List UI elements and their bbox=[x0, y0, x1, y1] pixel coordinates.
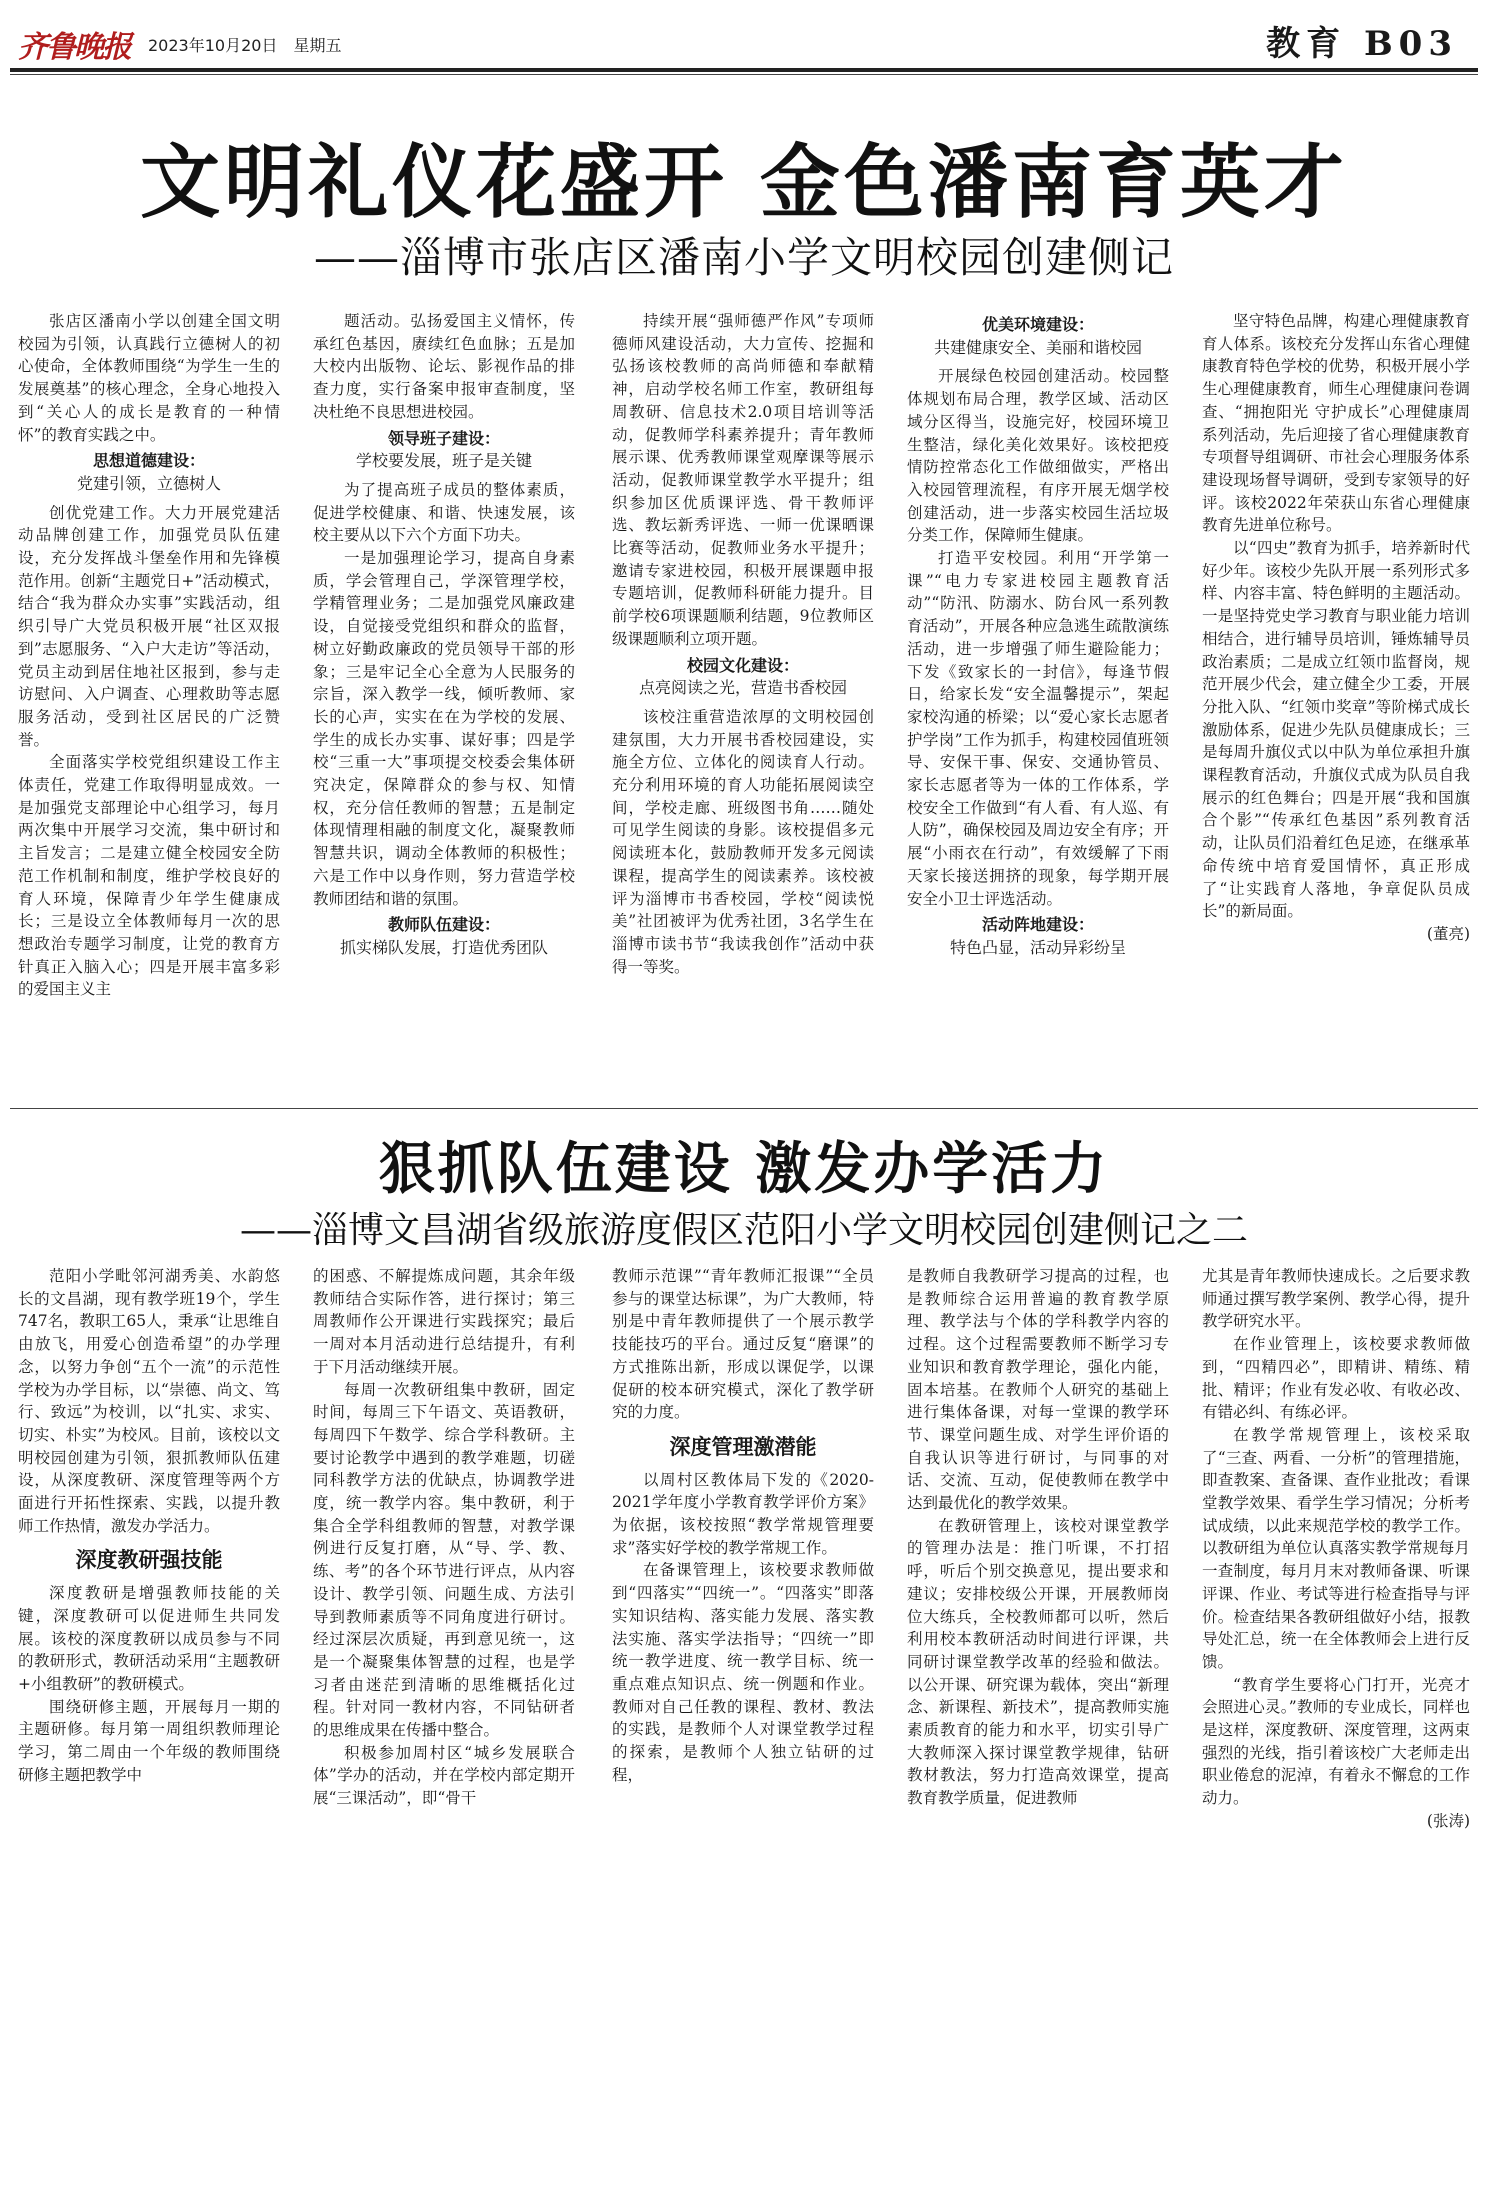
section-heading: 深度管理激潜能 bbox=[669, 1433, 817, 1459]
section-heading: 教师队伍建设： bbox=[387, 915, 500, 935]
section-subheading: 点亮阅读之光，营造书香校园 bbox=[638, 678, 847, 698]
section-subheading: 学校要发展，班子是关键 bbox=[355, 451, 532, 471]
section-subheading: 抓实梯队发展，打造优秀团队 bbox=[339, 937, 548, 957]
page-header bbox=[0, 0, 1488, 70]
issue-date: 2023年10月20日 星期五 bbox=[148, 36, 342, 55]
paragraph: 每周一次教研组集中教研，固定时间，每周三下午语文、英语教研，每周四下午数学、综合学科教研。主要讨论教学中遇到的教学难题，切磋同科教学方法的优缺点，协调教学进度，统一教学内容。集中教研，利于集合全学科组教师的智慧，对教学课例进行反复打磨，从“导、学、教、练、考”的各个环节进行评点，从内容设计、教学引领、问题生成、方法引导到教师素质等不同角度进行研讨。经过深层次质疑，再到意见统一，这是一个凝聚集体智慧的过程，也是学习者由迷茫到清晰的思维概括化过程。针对同一教材内容，不同钻研者的思维成果在传播中整合。 bbox=[313, 1380, 575, 1740]
paragraph: 该校注重营造浓厚的文明校园创建氛围，大力开展书香校园建设，实施全方位、立体化的阅读育人行动。充分利用环境的育人功能拓展阅读空间，学校走廊、班级图书角……随处可见学生阅读的身影。该校提倡多元阅读班本化，鼓励教师开发多元阅读课程，提高学生的阅读素养。该校被评为淄博市书香校园，学校“阅读悦美”社团被评为优秀社团，3名学生在淄博市读书节“我读我创作”活动中获得一等奖。 bbox=[612, 707, 874, 976]
header-rule bbox=[10, 68, 1478, 72]
paragraph: 教师示范课”“青年教师汇报课”“全员参与的课堂达标课”，为广大教师，特别是中青年教师提供了一个展示教学技能技巧的平台。通过反复“磨课”的方式推陈出新，形成以课促学，以课促研的校本研究模式，深化了教学研究的力度。 bbox=[612, 1267, 874, 1422]
section-label: 教育 B03 bbox=[1266, 24, 1458, 64]
article1-column-1 bbox=[18, 310, 280, 1105]
article2-column-4 bbox=[907, 1265, 1169, 2170]
paragraph: 在教研管理上，该校对课堂教学的管理办法是：推门听课，不打招呼，听后个别交换意见，提出要求和建议；安排校级公开课，开展教师岗位大练兵，全校教师都可以听，然后利用校本教研活动时间进行评课，共同研讨课堂教学改革的经验和做法。以公开课、研究课为载体，突出“新理念、新课程、新技术”，提高教师实施素质教育的能力和水平，切实引导广大教师深入探讨课堂教学规律，钻研教材教法，努力打造高效课堂，提高教育教学质量，促进教师 bbox=[907, 1516, 1169, 1808]
paragraph: 持续开展“强师德严作风”专项师德师风建设活动，大力宣传、挖掘和弘扬该校教师的高尚师德和奉献精神，启动学校名师工作室，教研组每周教研、信息技术2.0项目培训等活动，促教师学科素养提升；青年教师展示课、优秀教师课堂观摩课等展示活动，促教师课堂教学水平提升；组织参加区优质课评选、骨干教师评选、教坛新秀评选、一师一优课晒课比赛等活动，促教师业务水平提升；邀请专家进校园，积极开展课题申报专题培训，促教师科研能力提升。目前学校6项课题顺利结题，9位教师区级课题顺利立项开题。 bbox=[612, 312, 874, 648]
section-subheading: 党建引领，立德树人 bbox=[76, 473, 221, 493]
paragraph: 范阳小学毗邻河湖秀美、水韵悠长的文昌湖，现有教学班19个，学生747名，教职工65人，秉承“让思维自由放飞，用爱心创造希望”的办学理念，以努力争创“五个一流”的示范性学校为办学目标，以“崇德、尚文、笃行、致远”为校训，以“扎实、求实、切实、朴实”为校风。目前，该校以文明校园创建为引领，狠抓教师队伍建设，从深度教研、深度管理等两个方面进行开拓性探索、实践，以提升教师工作热情，激发办学活力。 bbox=[18, 1267, 280, 1535]
article2-column-2 bbox=[313, 1265, 575, 2170]
section-subheading: 特色凸显，活动异彩纷呈 bbox=[949, 937, 1126, 957]
article2-column-1 bbox=[18, 1265, 280, 2170]
article2-column-3 bbox=[612, 1265, 874, 2170]
paragraph: 是教师自我教研学习提高的过程，也是教师综合运用普遍的教育教学原理、教学法与个体的学科教学内容的过程。这个过程需要教师不断学习专业知识和教育教学理论，强化内能，固本培基。在教师个人研究的基础上进行集体备课，对每一堂课的教学环节、课堂问题生成、对学生评价语的自我认识等进行研讨，与同事的对话、交流、互动，促使教师在教学中达到最优化的教学效果。 bbox=[907, 1267, 1169, 1513]
paragraph: 在教学常规管理上，该校采取了“三查、两看、一分析”的管理措施，即查教案、查备课、查作业批改；看课堂教学效果、看学生学习情况；分析考试成绩，以此来规范学校的教学工作。以教研组为单位认真落实教学常规每月一查制度，每月月末对教师备课、听课评课、作业、考试等进行检查指导与评价。检查结果各教研组做好小结，报教导处汇总，统一在全体教师会上进行反馈。 bbox=[1202, 1425, 1470, 1671]
paragraph: 开展绿色校园创建活动。校园整体规划布局合理，教学区域、活动区域分区得当，设施完好，校园环境卫生整洁，绿化美化效果好。该校把疫情防控常态化工作做细做实，严格出入校园管理流程，有序开展无烟学校创建活动，进一步落实校园生活垃圾分类工作，保障师生健康。 bbox=[907, 367, 1169, 545]
article-divider bbox=[10, 1108, 1478, 1109]
article2-title: 狠抓队伍建设 激发办学活力 bbox=[378, 1136, 1110, 1202]
paragraph: 坚守特色品牌，构建心理健康教育育人体系。该校充分发挥山东省心理健康教育特色学校的优势，积极开展小学生心理健康教育，师生心理健康问卷调查、“拥抱阳光 守护成长”心理健康周系列活动，先后迎接了省心理健康教育专项督导组调研、市社会心理服务体系建设现场督导调研，受到专家领导的好评。该校2022年荣获山东省心理健康教育先进单位称号。 bbox=[1202, 312, 1470, 535]
paragraph: 尤其是青年教师快速成长。之后要求教师通过撰写教学案例、教学心得，提升教学研究水平。 bbox=[1202, 1267, 1470, 1331]
paragraph: 一是加强理论学习，提高自身素质，学会管理自己，学深管理学校，学精管理业务；二是加强党风廉政建设，自觉接受党组织和群众的监督，树立好勤政廉政的党员领导干部的形象；三是牢记全心全意为人民服务的宗旨，深入教学一线，倾听教师、家长的心声，实实在在为学校的发展、学生的成长办实事、谋好事；四是学校“三重一大”事项提交校委会集体研究决定，保障群众的参与权、知情权，充分信任教师的智慧；五是制定体现情理相融的制度文化，凝聚教师智慧共识，调动全体教师的积极性；六是工作中以身作则，努力营造学校教师团结和谐的氛围。 bbox=[313, 549, 575, 908]
article1-column-3 bbox=[612, 310, 874, 1105]
paragraph: 积极参加周村区“城乡发展联合体”学办的活动，并在学校内部定期开展“三课活动”，即“骨干 bbox=[313, 1743, 575, 1808]
paragraph: 在备课管理上，该校要求教师做到“四落实”“四统一”。“四落实”即落实知识结构、落实能力发展、落实教法实施、落实学法指导；“四统一”即统一教学进度、统一教学目标、统一重点难点知识点、统一例题和作业。教师对自己任教的课程、教材、教法的实践，是教师个人对课堂教学过程的探索，是教师个人独立钻研的过程， bbox=[612, 1561, 874, 1784]
section-heading: 校园文化建设： bbox=[686, 655, 799, 675]
paragraph: 以周村区教体局下发的《2020-2021学年度小学教育教学评价方案》为依据，该校按照“教学常规管理要求”落实好学校的教学常规工作。 bbox=[612, 1470, 874, 1557]
section-heading: 领导班子建设： bbox=[387, 428, 500, 448]
paragraph: 围绕研修主题，开展每月一期的主题研修。每月第一周组织教师理论学习，第二周由一个年级的教师围绕研修主题把教学中 bbox=[18, 1697, 280, 1784]
paragraph: 题活动。弘扬爱国主义情怀，传承红色基因，赓续红色血脉；五是加大校内出版物、论坛、影视作品的排查力度，实行备案申报审查制度，坚决杜绝不良思想进校园。 bbox=[313, 312, 575, 421]
article2-subtitle: ——淄博文昌湖省级旅游度假区范阳小学文明校园创建侧记之二 bbox=[239, 1210, 1248, 1251]
article1-title: 文明礼仪花盛开 金色潘南育英才 bbox=[140, 135, 1348, 229]
section-heading: 思想道德建设： bbox=[92, 451, 205, 471]
article1-column-5 bbox=[1202, 310, 1470, 1105]
article1-subtitle: ——淄博市张店区潘南小学文明校园创建侧记 bbox=[313, 233, 1174, 282]
paragraph: 在作业管理上，该校要求教师做到，“四精四必”，即精讲、精练、精批、精评；作业有发必收、有收必改、有错必纠、有练必评。 bbox=[1202, 1335, 1470, 1422]
paragraph: 以“四史”教育为抓手，培养新时代好少年。该校少先队开展一系列形式多样、内容丰富、特色鲜明的主题活动。一是坚持党史学习教育与职业能力培训相结合，进行辅导员培训，锤炼辅导员政治素质；二是成立红领巾监督岗，规范开展少代会，建立健全少工委，开展分批入队、“红领巾奖章”等阶梯式成长激励体系，促进少先队员健康成长；三是每周升旗仪式以中队为单位承担升旗课程教育活动，升旗仪式成为队员自我展示的红色舞台；四是开展“我和国旗合个影”“传承红色基因”系列教育活动，让队员们沿着红色足迹，在继承革命传统中培育爱国情怀，真正形成了“让实践育人落地，争章促队员成长”的新局面。 bbox=[1202, 539, 1470, 921]
paragraph: 深度教研是增强教师技能的关键，深度教研可以促进师生共同发展。该校的深度教研以成员参与不同的教研形式，教研活动采用“主题教研+小组教研”的教研模式。 bbox=[18, 1584, 280, 1693]
paragraph: 打造平安校园。利用“开学第一课”“电力专家进校园主题教育活动”“防汛、防溺水、防台风一系列教育活动”，开展各种应急逃生疏散演练活动，进一步增强了师生避险能力；下发《致家长的一封信》，每逢节假日，给家长发“安全温馨提示”，架起家校沟通的桥梁；以“爱心家长志愿者护学岗”工作为抓手，构建校园值班领导、安保干事、保安、交通协管员、家长志愿者等为一体的工作体系，学校安全工作做到“有人看、有人巡、有人防”，确保校园及周边安全有序；开展“小雨衣在行动”，有效缓解了下雨天家长接送拥挤的现象，每学期开展安全小卫士评选活动。 bbox=[907, 549, 1169, 908]
paragraph: 全面落实学校党组织建设工作主体责任，党建工作取得明显成效。一是加强党支部理论中心组学习，每月两次集中开展学习交流，集中研讨和主旨发言；二是建立健全校园安全防范工作机制和制度，维护学校良好的育人环境，保障青少年学生健康成长；三是设立全体教师每月一次的思想政治专题学习制度，让党的教育方针真正入脑入心；四是开展丰富多彩的爱国主义主 bbox=[18, 753, 280, 999]
paragraph: 创优党建工作。大力开展党建活动品牌创建工作，加强党员队伍建设，充分发挥战斗堡垒作用和先锋模范作用。创新“主题党日+”活动模式，结合“我为群众办实事”实践活动，组织引导广大党员积极开展“社区双报到”志愿服务、“入户大走访”等活动，党员主动到居住地社区报到，参与走访慰问、入户调查、心理救助等志愿服务活动，受到社区居民的广泛赞誉。 bbox=[18, 503, 280, 749]
section-heading: 深度教研强技能 bbox=[75, 1547, 223, 1573]
header-rule-thin bbox=[10, 74, 1478, 75]
paragraph: 的困惑、不解提炼成问题，其余年级教师结合实际作答，进行探讨；第三周教师作公开课进行实践探究；最后一周对本月活动进行总结提升，有利于下月活动继续开展。 bbox=[313, 1267, 575, 1376]
paragraph: 张店区潘南小学以创建全国文明校园为引领，认真践行立德树人的初心使命，全体教师围绕“为学生一生的发展奠基”的核心理念，全身心地投入到“关心人的成长是教育的一种情怀”的教育实践之中。 bbox=[18, 312, 280, 444]
paragraph: “教育学生要将心门打开，光亮才会照进心灵。”教师的专业成长，同样也是这样，深度教研、深度管理，这两束强烈的光线，指引着该校广大老师走出职业倦怠的泥淖，有着永不懈怠的工作动力。 bbox=[1202, 1675, 1470, 1808]
section-heading: 活动阵地建设： bbox=[981, 915, 1094, 935]
article1-column-2 bbox=[313, 310, 575, 1105]
article2-column-5 bbox=[1202, 1265, 1470, 2170]
newspaper-logo: 齐鲁晚报 bbox=[18, 30, 130, 65]
author-byline: (董亮) bbox=[1426, 924, 1470, 943]
paragraph: 为了提高班子成员的整体素质，促进学校健康、和谐、快速发展，该校主要从以下六个方面下功夫。 bbox=[313, 480, 575, 545]
section-subheading: 共建健康安全、美丽和谐校园 bbox=[933, 337, 1142, 357]
article1-column-4 bbox=[907, 310, 1169, 1105]
author-byline: (张涛) bbox=[1426, 1811, 1470, 1830]
section-heading: 优美环境建设： bbox=[981, 315, 1094, 334]
